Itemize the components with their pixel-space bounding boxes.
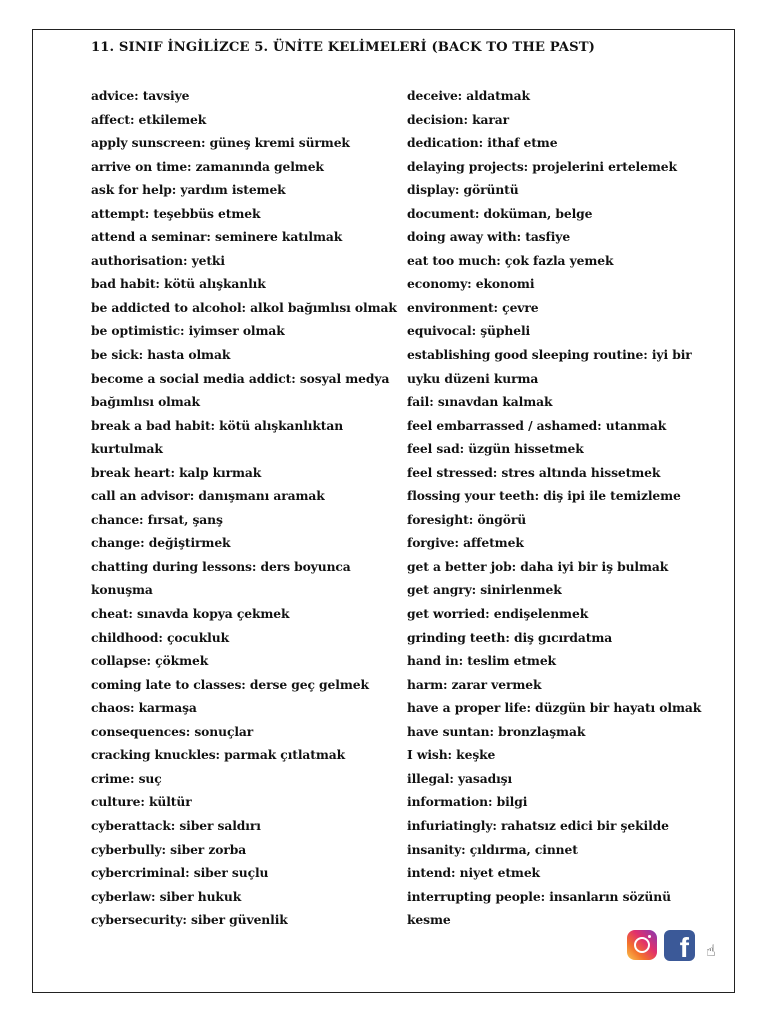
vocabulary-line: information: bilgi <box>407 794 528 810</box>
instagram-lens-shape <box>634 937 650 953</box>
vocabulary-line: break heart: kalp kırmak <box>91 464 262 480</box>
vocabulary-line: feel embarrassed / ashamed: utanmak <box>407 417 667 433</box>
vocabulary-line: I wish: keşke <box>407 747 496 763</box>
vocabulary-line: collapse: çökmek <box>91 653 209 669</box>
vocabulary-line: be addicted to alcohol: alkol bağımlısı olmak <box>91 299 397 315</box>
vocabulary-line: infuriatingly: rahatsız edici bir şekilde <box>407 817 669 833</box>
vocabulary-line: be optimistic: iyimser olmak <box>91 323 285 339</box>
vocabulary-line: hand in: teslim etmek <box>407 653 556 669</box>
vocabulary-line: be sick: hasta olmak <box>91 347 231 363</box>
vocabulary-line: chaos: karmaşa <box>91 700 197 716</box>
vocabulary-line: deceive: aldatmak <box>407 88 530 103</box>
vocabulary-line: insanity: çıldırma, cinnet <box>407 841 578 857</box>
vocabulary-line: establishing good sleeping routine: iyi bir <box>407 347 692 363</box>
vocabulary-line: flossing your teeth: diş ipi ile temizleme <box>407 488 681 504</box>
vocabulary-line: illegal: yasadışı <box>407 770 513 786</box>
vocabulary-line: have a proper life: düzgün bir hayatı olmak <box>407 700 702 716</box>
page-title: 11. SINIF İNGİLİZCE 5. ÜNİTE KELİMELERİ (BACK TO THE PAST) <box>91 40 595 55</box>
vocabulary-line: equivocal: şüpheli <box>407 323 531 339</box>
vocabulary-line: chance: fırsat, şanş <box>91 511 223 527</box>
vocabulary-line: cheat: sınavda kopya çekmek <box>91 606 290 622</box>
vocabulary-line: ask for help: yardım istemek <box>91 182 286 198</box>
vocabulary-line: become a social media addict: sosyal medya <box>91 370 390 386</box>
vocabulary-line: intend: niyet etmek <box>407 865 540 881</box>
vocabulary-line: get angry: sinirlenmek <box>407 582 562 598</box>
vocabulary-line: change: değiştirmek <box>91 535 231 551</box>
vocabulary-line: have suntan: bronzlaşmak <box>407 723 586 739</box>
vocabulary-line: forgive: affetmek <box>407 535 524 551</box>
vocabulary-line: bad habit: kötü alışkanlık <box>91 276 266 292</box>
vocabulary-line: doing away with: tasfiye <box>407 229 571 245</box>
vocabulary-line: get worried: endişelenmek <box>407 606 589 622</box>
vocabulary-line: attempt: teşebbüs etmek <box>91 205 261 221</box>
vocabulary-line: decision: karar <box>407 111 510 127</box>
vocabulary-line: eat too much: çok fazla yemek <box>407 252 614 268</box>
vocabulary-line: kurtulmak <box>91 441 163 457</box>
vocabulary-line: consequences: sonuçlar <box>91 723 254 739</box>
vocabulary-line: cyberattack: siber saldırı <box>91 817 261 833</box>
vocabulary-line: cybercriminal: siber suçlu <box>91 865 269 881</box>
vocabulary-line: konuşma <box>91 582 153 598</box>
vocabulary-line: cracking knuckles: parmak çıtlatmak <box>91 747 346 763</box>
vocabulary-line: affect: etkilemek <box>91 111 207 127</box>
vocabulary-line: culture: kültür <box>91 794 192 810</box>
vocabulary-line: kesme <box>407 912 451 928</box>
vocabulary-line: break a bad habit: kötü alışkanlıktan <box>91 417 344 433</box>
vocabulary-line: environment: çevre <box>407 299 539 315</box>
vocabulary-line: economy: ekonomi <box>407 276 535 292</box>
vocabulary-line: uyku düzeni kurma <box>407 370 539 386</box>
vocabulary-line: attend a seminar: seminere katılmak <box>91 229 343 245</box>
vocabulary-line: arrive on time: zamanında gelmek <box>91 158 324 174</box>
vocabulary-line: delaying projects: projelerini ertelemek <box>407 158 677 174</box>
vocabulary-line: childhood: çocukluk <box>91 629 230 645</box>
vocabulary-line: fail: sınavdan kalmak <box>407 394 553 410</box>
vocabulary-line: crime: suç <box>91 770 162 786</box>
vocabulary-line: feel stressed: stres altında hissetmek <box>407 464 661 480</box>
instagram-flash-dot <box>648 935 651 938</box>
facebook-icon[interactable] <box>664 930 695 961</box>
right-vocabulary-column <box>407 84 707 932</box>
vocabulary-line: cyberbully: siber zorba <box>91 841 247 857</box>
instagram-icon[interactable] <box>627 930 657 960</box>
left-vocabulary-column <box>91 84 397 932</box>
vocabulary-line: bağımlısı olmak <box>91 394 200 410</box>
vocabulary-line: apply sunscreen: güneş kremi sürmek <box>91 135 350 151</box>
vocabulary-line: chatting during lessons: ders boyunca <box>91 558 351 574</box>
vocabulary-line: cyberlaw: siber hukuk <box>91 888 242 904</box>
vocabulary-line: document: doküman, belge <box>407 205 593 221</box>
vocabulary-line: grinding teeth: diş gıcırdatma <box>407 629 613 645</box>
vocabulary-line: interrupting people: insanların sözünü <box>407 888 671 904</box>
vocabulary-line: harm: zarar vermek <box>407 676 542 692</box>
vocabulary-line: advice: tavsiye <box>91 88 190 103</box>
vocabulary-line: feel sad: üzgün hissetmek <box>407 441 584 457</box>
vocabulary-line: authorisation: yetki <box>91 252 225 268</box>
hand-pointer-icon: ☝ <box>706 941 716 960</box>
vocabulary-line: display: görüntü <box>407 182 519 198</box>
vocabulary-line: coming late to classes: derse geç gelmek <box>91 676 369 692</box>
facebook-letter: f <box>679 932 689 961</box>
vocabulary-line: dedication: ithaf etme <box>407 135 558 151</box>
vocabulary-line: cybersecurity: siber güvenlik <box>91 912 288 928</box>
vocabulary-line: foresight: öngörü <box>407 511 527 527</box>
vocabulary-line: call an advisor: danışmanı aramak <box>91 488 325 504</box>
vocabulary-line: get a better job: daha iyi bir iş bulmak <box>407 558 669 574</box>
